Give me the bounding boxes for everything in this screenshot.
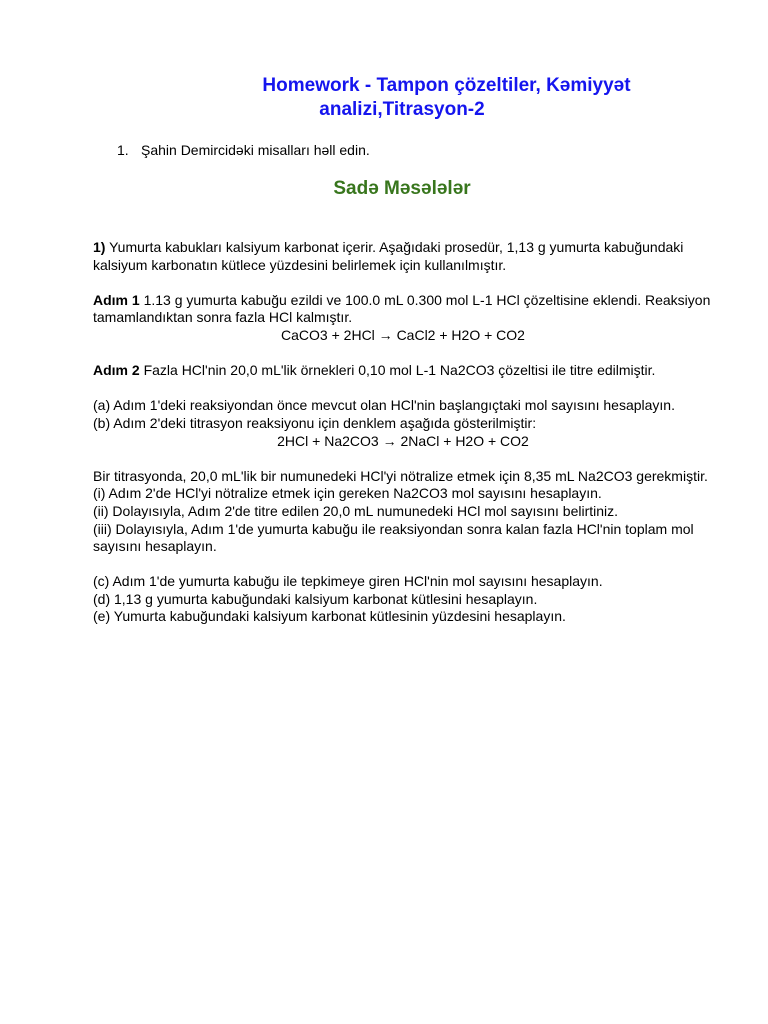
equation-2: 2HCl + Na2CO3 → 2NaCl + H2O + CO2 bbox=[277, 432, 529, 449]
question-b: (b) Adım 2'deki titrasyon reaksiyonu için denklem aşağıda gösterilmiştir: bbox=[93, 414, 537, 431]
page-title-line-1: Homework - Tampon çözeltiler, Kəmiyyət bbox=[262, 75, 631, 96]
problem-intro-text: Yumurta kabukları kalsiyum karbonat içerir. Aşağıdaki prosedür, 1,13 g yumurta kabuğundaki kalsiyum karbonatın kütlece yüzdesini belirlemek için kullanılmıştır. bbox=[93, 239, 684, 273]
problem-body bbox=[93, 239, 713, 626]
problem-intro bbox=[93, 239, 713, 274]
titration-text: Bir titrasyonda, 20,0 mL'lik bir numunedeki HCl'yi nötralize etmek için 8,35 mL Na2CO3 gerekmiştir. bbox=[93, 467, 708, 484]
equation-1: CaCO3 + 2HCl → CaCl2 + H2O + CO2 bbox=[281, 326, 525, 343]
question-d: (d) 1,13 g yumurta kabuğundaki kalsiyum karbonat kütlesini hesaplayın. bbox=[93, 590, 538, 607]
page-title-line-2: analizi,Titrasyon-2 bbox=[319, 99, 485, 120]
sub-question-iii: (iii) Dolayısıyla, Adım 1'de yumurta kabuğu ile reaksiyondan sonra kalan fazla HCl'nin toplam mol sayısını hesaplayın. bbox=[93, 520, 694, 555]
question-e: (e) Yumurta kabuğundaki kalsiyum karbonat kütlesinin yüzdesini hesaplayın. bbox=[93, 608, 566, 625]
sub-question-ii: (ii) Dolayısıyla, Adım 2'de titre edilen 20,0 mL numunedeki HCl mol sayısını belirtiniz. bbox=[93, 502, 619, 519]
step-2-text: Fazla HCl'nin 20,0 mL'lik örnekleri 0,10 mol L-1 Na2CO3 çözeltisi ile titre edilmiştir. bbox=[139, 362, 656, 379]
page-title bbox=[0, 74, 768, 122]
step-1-text: 1.13 g yumurta kabuğu ezildi ve 100.0 mL 0.300 mol L-1 HCl çözeltisine eklendi. Reaksiyon tamamlandıktan sonra fazla HCl kalmıştır. bbox=[93, 291, 711, 326]
problem-number: 1) bbox=[93, 239, 106, 255]
step-2 bbox=[93, 362, 713, 380]
step-1 bbox=[93, 292, 713, 327]
question-c: (c) Adım 1'de yumurta kabuğu ile tepkimeye giren HCl'nin mol sayısını hesaplayın. bbox=[93, 573, 603, 590]
sub-question-i: (i) Adım 2'de HCl'yi nötralize etmek için gereken Na2CO3 mol sayısını hesaplayın. bbox=[93, 485, 602, 502]
task-list-item bbox=[117, 142, 370, 159]
step-2-label: Adım 2 bbox=[93, 362, 140, 379]
task-list-text: Şahin Demircidəki misalları həll edin. bbox=[141, 142, 370, 158]
task-list-number: 1. bbox=[117, 142, 129, 158]
question-a: (a) Adım 1'deki reaksiyondan önce mevcut olan HCl'nin başlangıçtaki mol sayısını hesaplayın. bbox=[93, 397, 675, 414]
section-title: Sadə Məsələlər bbox=[333, 178, 471, 199]
step-1-label: Adım 1 bbox=[93, 291, 140, 308]
